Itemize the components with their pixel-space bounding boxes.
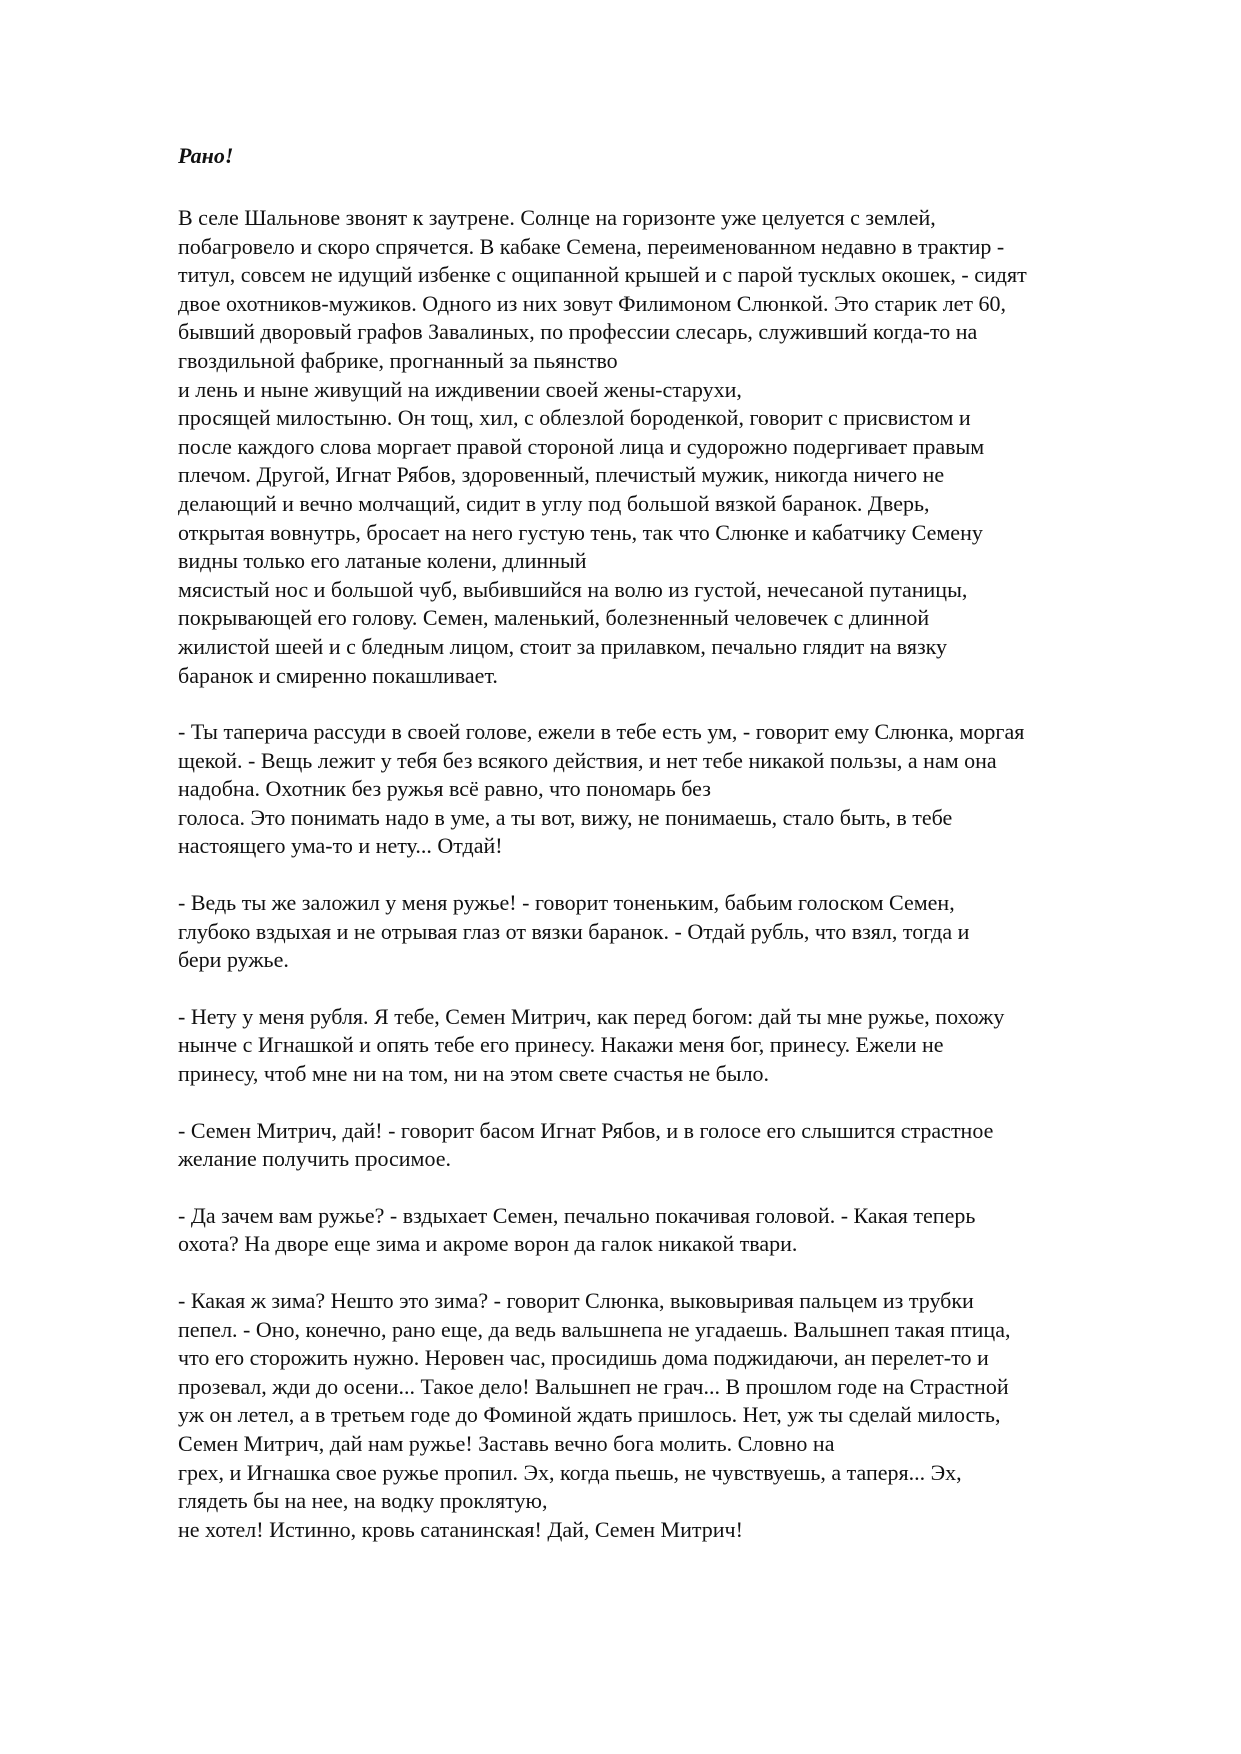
text-line: охота? На дворе еще зима и акроме ворон да галок никакой твари.: [178, 1231, 798, 1257]
text-line: Семен Митрич, дай нам ружье! Заставь вечно бога молить. Словно на: [178, 1430, 835, 1456]
paragraph: [178, 718, 1178, 861]
text-line: принесу, чтоб мне ни на том, ни на этом свете счастья не было.: [178, 1061, 770, 1087]
text-line: - Какая ж зима? Нешто это зима? - говорит Слюнка, выковыривая пальцем из трубки: [178, 1288, 974, 1313]
text-line: бери ружье.: [178, 947, 289, 973]
text-line: настоящего ума-то и нету... Отдай!: [178, 833, 503, 859]
text-line: видны только его латаные колени, длинный: [178, 548, 587, 574]
text-line: побагровело и скоро спрячется. В кабаке Семена, переименованном недавно в трактир -: [178, 233, 1005, 259]
text-line: жилистой шеей и с бледным лицом, стоит за прилавком, печально глядит на вязку: [178, 633, 948, 659]
text-line: плечом. Другой, Игнат Рябов, здоровенный, плечистый мужик, никогда ничего не: [178, 462, 945, 488]
text-line: грех, и Игнашка свое ружье пропил. Эх, когда пьешь, не чувствуешь, а таперя... Эх,: [178, 1459, 962, 1485]
paragraph: [178, 1003, 1178, 1089]
text-line: голоса. Это понимать надо в уме, а ты вот, вижу, не понимаешь, стало быть, в тебе: [178, 804, 953, 830]
text-line: уж он летел, а в третьем годе до Фоминой ждать пришлось. Нет, уж ты сделай милость,: [178, 1402, 1001, 1428]
text-line: и лень и ныне живущий на иждивении своей жены-старухи,: [178, 376, 742, 402]
text-line: что его сторожить нужно. Неровен час, просидишь дома поджидаючи, ан перелет-то и: [178, 1345, 989, 1371]
text-line: после каждого слова моргает правой стороной лица и судорожно подергивает правым: [178, 433, 985, 459]
text-line: - Да зачем вам ружье? - вздыхает Семен, печально покачивая головой. - Какая теперь: [178, 1202, 976, 1228]
text-line: глядеть бы на нее, на водку проклятую,: [178, 1488, 548, 1514]
text-line: желание получить просимое.: [178, 1146, 451, 1172]
paragraph: [178, 204, 1178, 690]
text-line: покрывающей его голову. Семен, маленький, болезненный человечек с длинной: [178, 605, 930, 631]
paragraph: [178, 1117, 1178, 1174]
text-line: просящей милостыню. Он тощ, хил, с облезлой бороденкой, говорит с присвистом и: [178, 405, 971, 431]
paragraph: [178, 1287, 1178, 1544]
text-line: надобна. Охотник без ружья всё равно, что пономарь без: [178, 776, 711, 802]
document-title: Рано!: [178, 143, 234, 168]
paragraph: [178, 1202, 1178, 1259]
text-line: мясистый нос и большой чуб, выбившийся на волю из густой, нечесаной путаницы,: [178, 576, 968, 602]
text-line: гвоздильной фабрике, прогнанный за пьянство: [178, 347, 618, 373]
document-page: [178, 142, 1178, 1572]
document-body: [178, 204, 1178, 1544]
text-line: - Семен Митрич, дай! - говорит басом Игнат Рябов, и в голосе его слышится страстное: [178, 1117, 994, 1143]
paragraph: [178, 889, 1178, 975]
text-line: баранок и смиренно покашливает.: [178, 662, 498, 688]
text-line: двое охотников-мужиков. Одного из них зовут Филимоном Слюнкой. Это старик лет 60,: [178, 290, 1007, 316]
text-line: бывший дворовый графов Завалиных, по профессии слесарь, служивший когда-то на: [178, 319, 978, 345]
text-line: - Нету у меня рубля. Я тебе, Семен Митрич, как перед богом: дай ты мне ружье, похожу: [178, 1003, 1005, 1029]
text-line: не хотел! Истинно, кровь сатанинская! Дай, Семен Митрич!: [178, 1516, 743, 1542]
text-line: открытая вовнутрь, бросает на него густую тень, так что Слюнке и кабатчику Семену: [178, 519, 983, 545]
text-line: пепел. - Оно, конечно, рано еще, да ведь вальшнепа не угадаешь. Вальшнеп такая птица,: [178, 1316, 1011, 1342]
text-line: - Ведь ты же заложил у меня ружье! - говорит тоненьким, бабьим голоском Семен,: [178, 890, 955, 916]
text-line: В селе Шальнове звонят к заутрене. Солнце на горизонте уже целуется с землей,: [178, 205, 936, 230]
text-line: глубоко вздыхая и не отрывая глаз от вязки баранок. - Отдай рубль, что взял, тогда и: [178, 918, 970, 944]
text-line: нынче с Игнашкой и опять тебе его принесу. Накажи меня бог, принесу. Ежели не: [178, 1032, 944, 1058]
text-line: титул, совсем не идущий избенке с ощипанной крышей и с парой тусклых окошек, - сидят: [178, 262, 1027, 288]
text-line: делающий и вечно молчащий, сидит в углу под большой вязкой баранок. Дверь,: [178, 490, 930, 516]
text-line: прозевал, жди до осени... Такое дело! Вальшнеп не грач... В прошлом годе на Страстной: [178, 1373, 1009, 1399]
text-line: - Ты таперича рассуди в своей голове, ежели в тебе есть ум, - говорит ему Слюнка, моргая: [178, 719, 1025, 745]
text-line: щекой. - Вещь лежит у тебя без всякого действия, и нет тебе никакой пользы, а нам она: [178, 747, 997, 773]
